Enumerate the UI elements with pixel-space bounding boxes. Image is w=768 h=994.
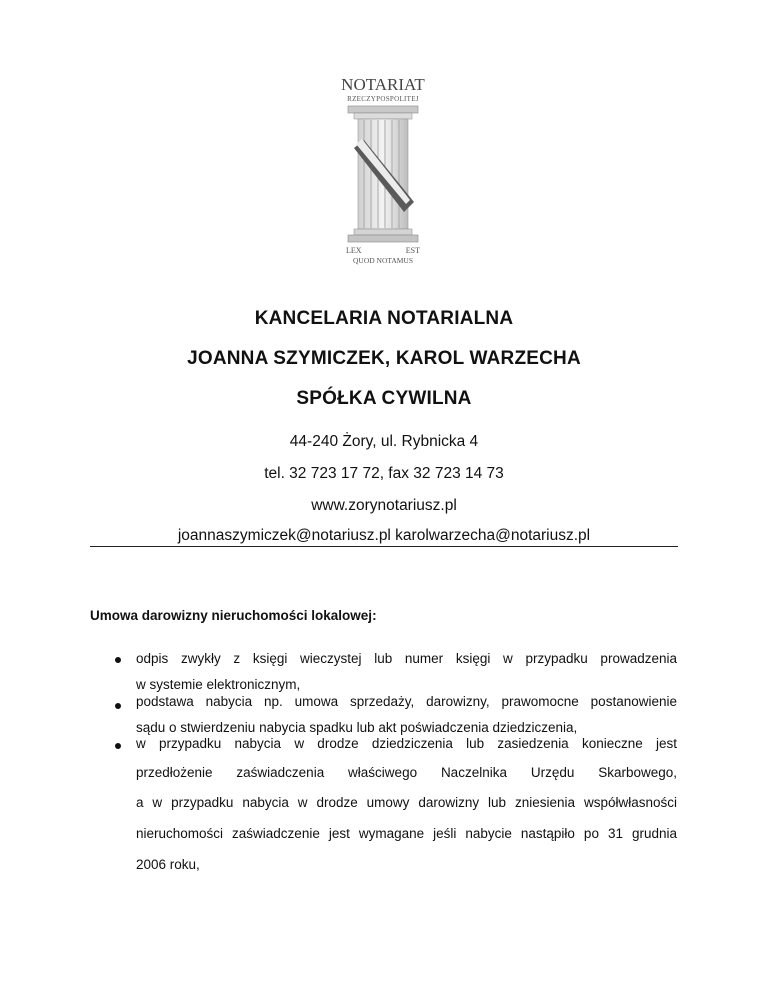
list-item-line: a w przypadku nabycia w drodze umowy darowizny lub zniesienia współwłasności <box>136 795 677 810</box>
logo-motto-line2: QUOD NOTAMUS <box>352 256 414 265</box>
notariat-logo <box>318 70 448 270</box>
logo-subtitle: RZECZYPOSPOLITEJ <box>347 95 419 103</box>
office-name-heading: KANCELARIA NOTARIALNA <box>254 308 514 329</box>
list-item-line: sądu o stwierdzeniu nabycia spadku lub akt poświadczenia dziedziczenia, <box>136 720 578 735</box>
list-item-line: przedłożenie zaświadczenia właściwego Naczelnika Urzędu Skarbowego, <box>136 765 677 780</box>
header-divider <box>90 546 678 547</box>
email-links[interactable]: joannaszymiczek@notariusz.pl karolwarzecha@notariusz.pl <box>177 527 591 544</box>
address-text: 44-240 Żory, ul. Rybnicka 4 <box>289 433 479 450</box>
logo-motto-lex: LEX <box>346 246 362 255</box>
pillar-emblem-icon <box>318 70 448 270</box>
list-item-line: 2006 roku, <box>136 857 200 872</box>
list-item-line: nieruchomości zaświadczenie jest wymagane jeśli nabycie nastąpiło po 31 grudnia <box>136 826 677 841</box>
bullet-icon <box>115 657 121 663</box>
bullet-icon <box>115 703 121 709</box>
logo-motto-est: EST <box>405 246 420 255</box>
logo-title: NOTARIAT <box>341 75 425 94</box>
list-item-line: podstawa nabycia np. umowa sprzedaży, darowizny, prawomocne postanowienie <box>136 694 677 709</box>
list-item-line: w przypadku nabycia w drodze dziedziczenia lub zasiedzenia konieczne jest <box>136 736 677 751</box>
notaries-names-heading: JOANNA SZYMICZEK, KAROL WARZECHA <box>187 348 581 369</box>
phone-text: tel. 32 723 17 72, fax 32 723 14 73 <box>264 465 504 482</box>
website-link[interactable]: www.zorynotariusz.pl <box>311 497 457 514</box>
list-item-line: odpis zwykły z księgi wieczystej lub numer księgi w przypadku prowadzenia <box>136 651 677 666</box>
bullet-icon <box>115 743 121 749</box>
section-title: Umowa darowizny nieruchomości lokalowej: <box>90 608 377 623</box>
company-type-heading: SPÓŁKA CYWILNA <box>296 388 472 409</box>
list-item-line: w systemie elektronicznym, <box>136 677 301 692</box>
